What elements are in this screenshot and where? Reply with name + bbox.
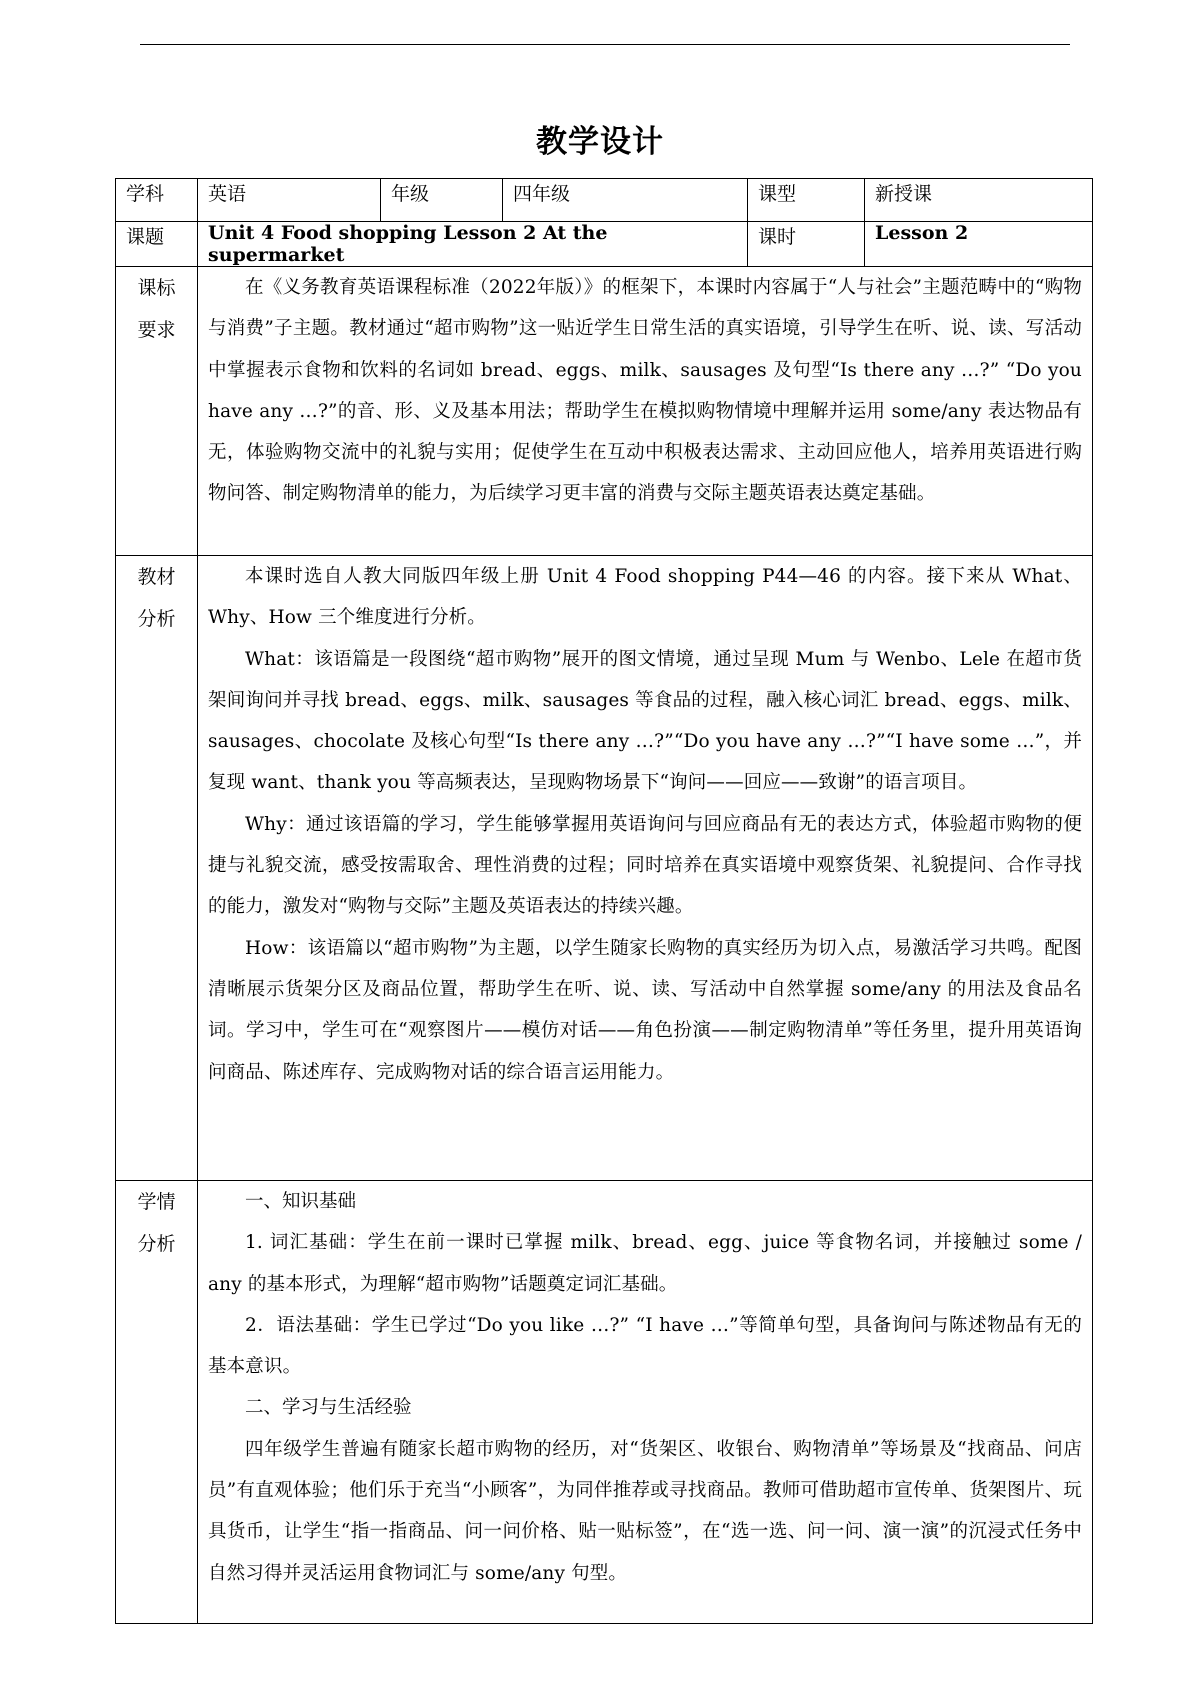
learner-label-line2: 分析 xyxy=(137,1233,176,1255)
lesson-type-label: 课型 xyxy=(748,179,865,222)
material-label-line1: 教材 xyxy=(137,566,176,588)
standards-label xyxy=(116,267,198,556)
lesson-type-value: 新授课 xyxy=(865,179,1093,222)
topic-label: 课题 xyxy=(116,222,198,267)
material-intro: 本课时选自人教大同版四年级上册 Unit 4 Food shopping P44—46 的内容。接下来从 What、Why、How 三个维度进行分析。 xyxy=(208,566,1082,629)
standards-label-line2: 要求 xyxy=(137,319,176,341)
lesson-plan-table xyxy=(115,178,1093,1624)
topic-value: Unit 4 Food shopping Lesson 2 At the supermarket xyxy=(198,222,748,267)
material-why: Why：通过该语篇的学习，学生能够掌握用英语询问与回应商品有无的表达方式，体验超市购物的便捷与礼貌交流，感受按需取舍、理性消费的过程；同时培养在真实语境中观察货架、礼貌提问、合作寻找的能力，激发对“购物与交际”主题及英语表达的持续兴趣。 xyxy=(208,813,1082,918)
period-value: Lesson 2 xyxy=(865,222,1093,267)
material-label-line2: 分析 xyxy=(137,608,176,630)
learner-experience: 四年级学生普遍有随家长超市购物的经历，对“货架区、收银台、购物清单”等场景及“找商品、问店员”有直观体验；他们乐于充当“小顾客”，为同伴推荐或寻找商品。教师可借助超市宣传单、货架图片、玩具货币，让学生“指一指商品、问一问价格、贴一贴标签”，在“选一选、问一问、演一演”的沉浸式任务中自然习得并灵活运用食物词汇与 some/any 句型。 xyxy=(208,1438,1082,1584)
standards-row xyxy=(116,267,1093,556)
period-label: 课时 xyxy=(748,222,865,267)
material-what: What：该语篇是一段图绕“超市购物”展开的图文情境，通过呈现 Mum 与 Wenbo、Lele 在超市货架间询问并寻找 bread、eggs、milk、sausages 等食品的过程，融入核心词汇 bread、eggs、milk、sausages、chocolate 及核心句型“Is there any …?”“Do you have any …?”“I have some …”，并复现 want、thank you 等高频表达，呈现购物场景下“询问——回应——致谢”的语言项目。 xyxy=(208,648,1082,794)
learner-row xyxy=(116,1181,1093,1624)
grade-value: 四年级 xyxy=(503,179,748,222)
subject-label: 学科 xyxy=(116,179,198,222)
learner-label-line1: 学情 xyxy=(137,1191,176,1213)
material-label xyxy=(116,556,198,1181)
material-row xyxy=(116,556,1093,1181)
material-content xyxy=(198,556,1093,1181)
learner-section-2-heading: 二、学习与生活经验 xyxy=(245,1397,412,1419)
page-title: 教学设计 xyxy=(536,124,664,160)
standards-label-line1: 课标 xyxy=(137,277,176,299)
learner-label xyxy=(116,1181,198,1624)
header-row-1 xyxy=(116,179,1093,222)
standards-content xyxy=(198,267,1093,556)
learner-vocab-basis: 1. 词汇基础：学生在前一课时已掌握 milk、bread、egg、juice 等食物名词，并接触过 some / any 的基本形式，为理解“超市购物”话题奠定词汇基础。 xyxy=(208,1232,1082,1295)
top-rule xyxy=(140,44,1070,45)
learner-section-1-heading: 一、知识基础 xyxy=(245,1191,357,1212)
learner-grammar-basis: 2．语法基础：学生已学过“Do you like …?” “I have …”等简单句型，具备询问与陈述物品有无的基本意识。 xyxy=(208,1314,1082,1378)
learner-content xyxy=(198,1181,1093,1624)
subject-value: 英语 xyxy=(198,179,381,222)
material-how: How：该语篇以“超市购物”为主题，以学生随家长购物的真实经历为切入点，易激活学习共鸣。配图清晰展示货架分区及商品位置，帮助学生在听、说、读、写活动中自然掌握 some/any 的用法及食品名词。学习中，学生可在“观察图片——模仿对话——角色扮演——制定购物清单”等任务里，提升用英语询问商品、陈述库存、完成购物对话的综合语言运用能力。 xyxy=(208,937,1082,1083)
grade-label: 年级 xyxy=(381,179,503,222)
header-row-2 xyxy=(116,222,1093,267)
standards-text: 在《义务教育英语课程标准（2022年版）》的框架下，本课时内容属于“人与社会”主题范畴中的“购物与消费”子主题。教材通过“超市购物”这一贴近学生日常生活的真实语境，引导学生在听、说、读、写活动中掌握表示食物和饮料的名词如 bread、eggs、milk、sausages 及句型“Is there any …?” “Do you have any …?”的音、形、义及基本用法；帮助学生在模拟购物情境中理解并运用 some/any 表达物品有无，体验购物交流中的礼貌与实用；促使学生在互动中积极表达需求、主动回应他人，培养用英语进行购物问答、制定购物清单的能力，为后续学习更丰富的消费与交际主题英语表达奠定基础。 xyxy=(208,277,1082,505)
